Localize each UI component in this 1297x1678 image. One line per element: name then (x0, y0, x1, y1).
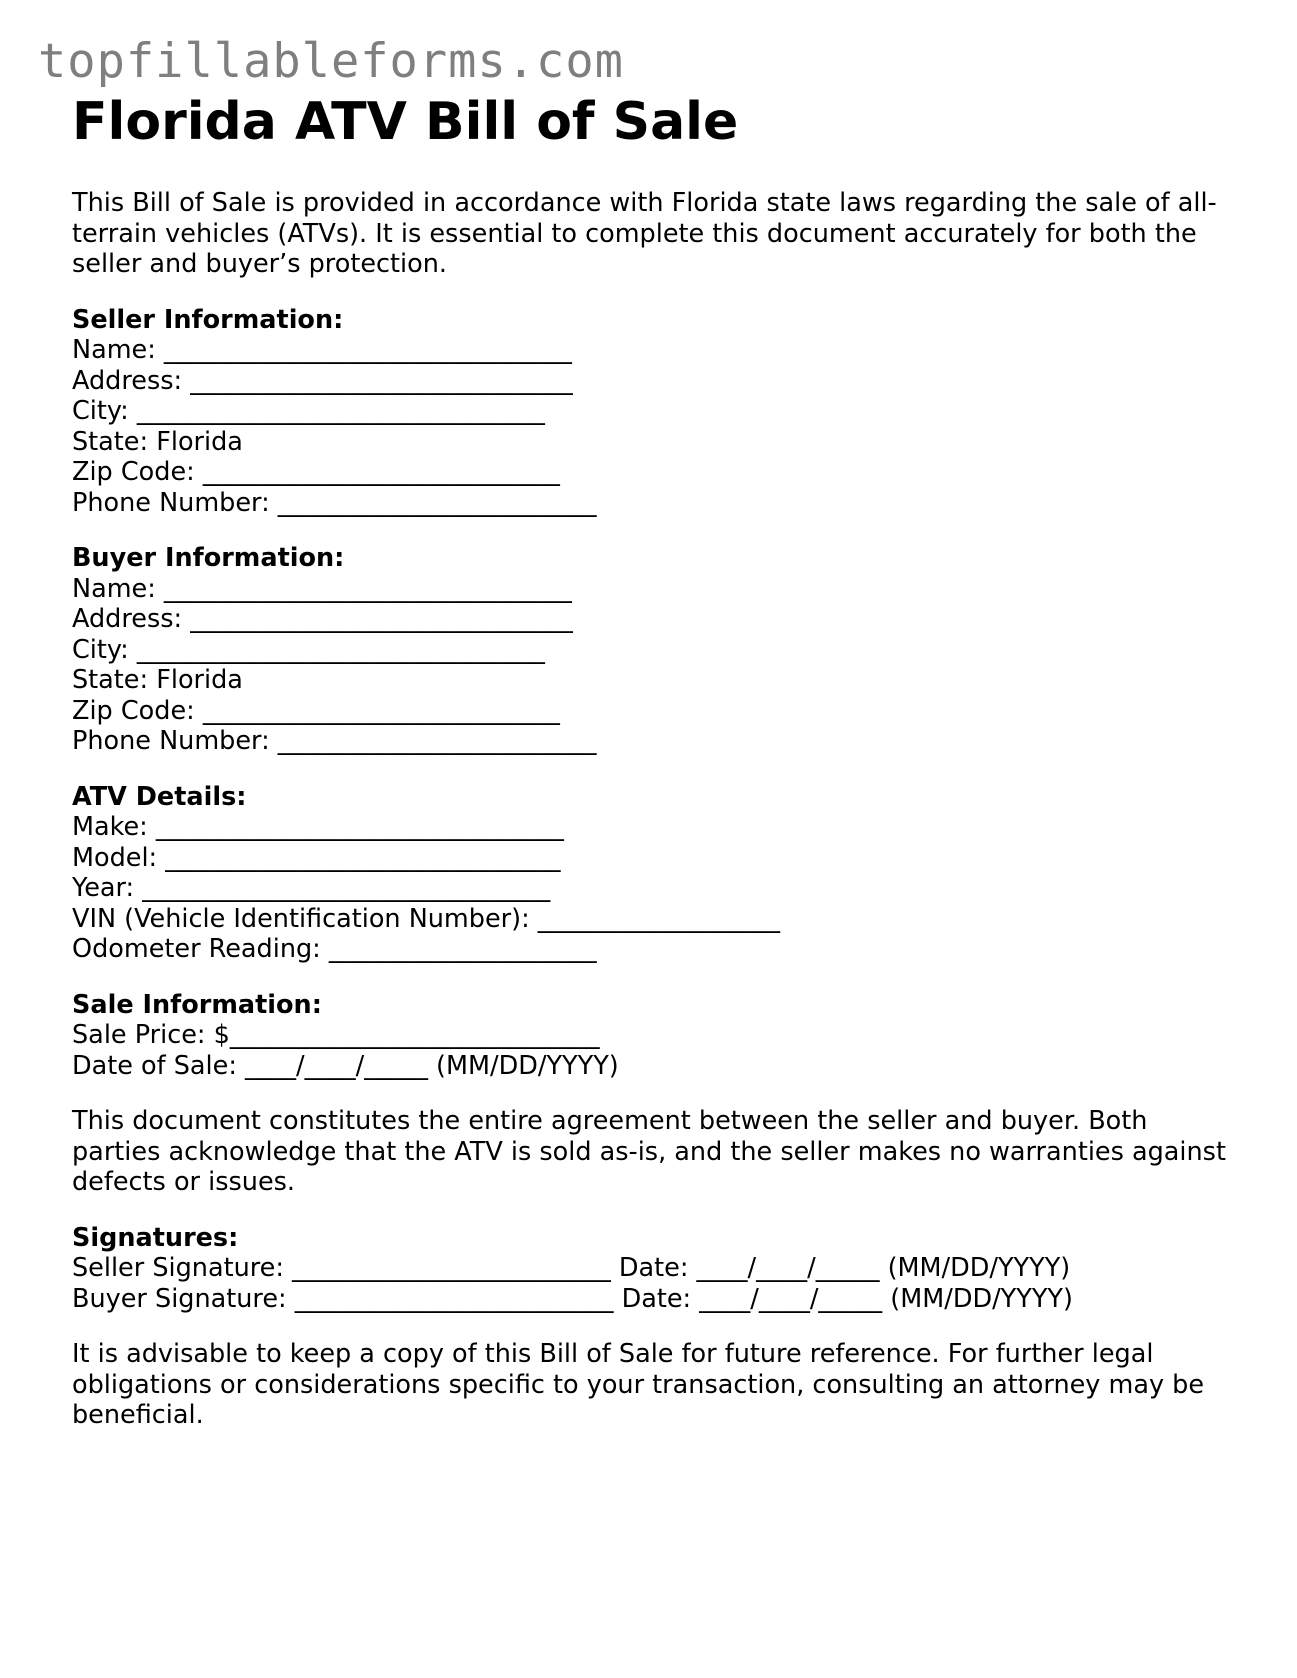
buyer-phone-field: Phone Number: _________________________ (72, 726, 597, 756)
buyer-signature-line: Buyer Signature: _________________________ Date: ____/____/_____ (MM/DD/YYYY) (72, 1283, 1073, 1314)
atv-heading: ATV Details: (72, 781, 247, 812)
agreement-paragraph: This document constitutes the entire agreement between the seller and buyer. Both parties acknowledge that the ATV is sold as-is, and the seller makes no warranties against defects or issues. (72, 1106, 1226, 1197)
seller-address-field: Address: ______________________________ (72, 365, 573, 396)
buyer-name-field: Name: ________________________________ (72, 573, 572, 604)
sale-section (72, 990, 1232, 1082)
signatures-heading: Signatures: (72, 1222, 239, 1253)
seller-state-field: State: Florida (72, 426, 243, 457)
atv-section (72, 782, 1232, 965)
seller-signature-line: Seller Signature: _________________________ Date: ____/____/_____ (MM/DD/YYYY) (72, 1253, 1071, 1283)
atv-make-field: Make: ________________________________ (72, 812, 564, 842)
sale-price-field: Sale Price: $_____________________________ (72, 1020, 600, 1050)
intro-paragraph: This Bill of Sale is provided in accordance with Florida state laws regarding the sale of all-terrain vehicles (ATVs). It is essential to complete this document accurately for both the seller and buyer’s protection. (72, 188, 1217, 279)
buyer-address-field: Address: ______________________________ (72, 604, 573, 634)
buyer-section (72, 543, 1232, 757)
closing-paragraph: It is advisable to keep a copy of this Bill of Sale for future reference. For further legal obligations or considerations specific to your transaction, consulting an attorney may be beneficial. (72, 1339, 1205, 1430)
seller-phone-field: Phone Number: _________________________ (72, 487, 597, 518)
atv-odometer-field: Odometer Reading: _____________________ (72, 934, 597, 964)
buyer-zip-field: Zip Code: ____________________________ (72, 695, 560, 726)
buyer-heading: Buyer Information: (72, 543, 345, 573)
buyer-state-field: State: Florida (72, 665, 243, 695)
atv-model-field: Model: _______________________________ (72, 842, 561, 873)
buyer-city-field: City: ________________________________ (72, 634, 545, 665)
signatures-section (72, 1223, 1232, 1315)
sale-heading: Sale Information: (72, 989, 322, 1020)
seller-section (72, 305, 1232, 519)
watermark: topfillableforms.com (38, 34, 624, 89)
atv-year-field: Year: ________________________________ (72, 873, 551, 903)
atv-vin-field: VIN (Vehicle Identification Number): ___________________ (72, 903, 781, 934)
sale-date-field: Date of Sale: ____/____/_____ (MM/DD/YYYY) (72, 1050, 619, 1081)
seller-city-field: City: ________________________________ (72, 396, 545, 426)
seller-zip-field: Zip Code: ____________________________ (72, 457, 560, 487)
seller-heading: Seller Information: (72, 304, 344, 335)
seller-name-field: Name: ________________________________ (72, 335, 572, 365)
document-body (72, 92, 1232, 1456)
document-title: Florida ATV Bill of Sale (72, 92, 739, 152)
